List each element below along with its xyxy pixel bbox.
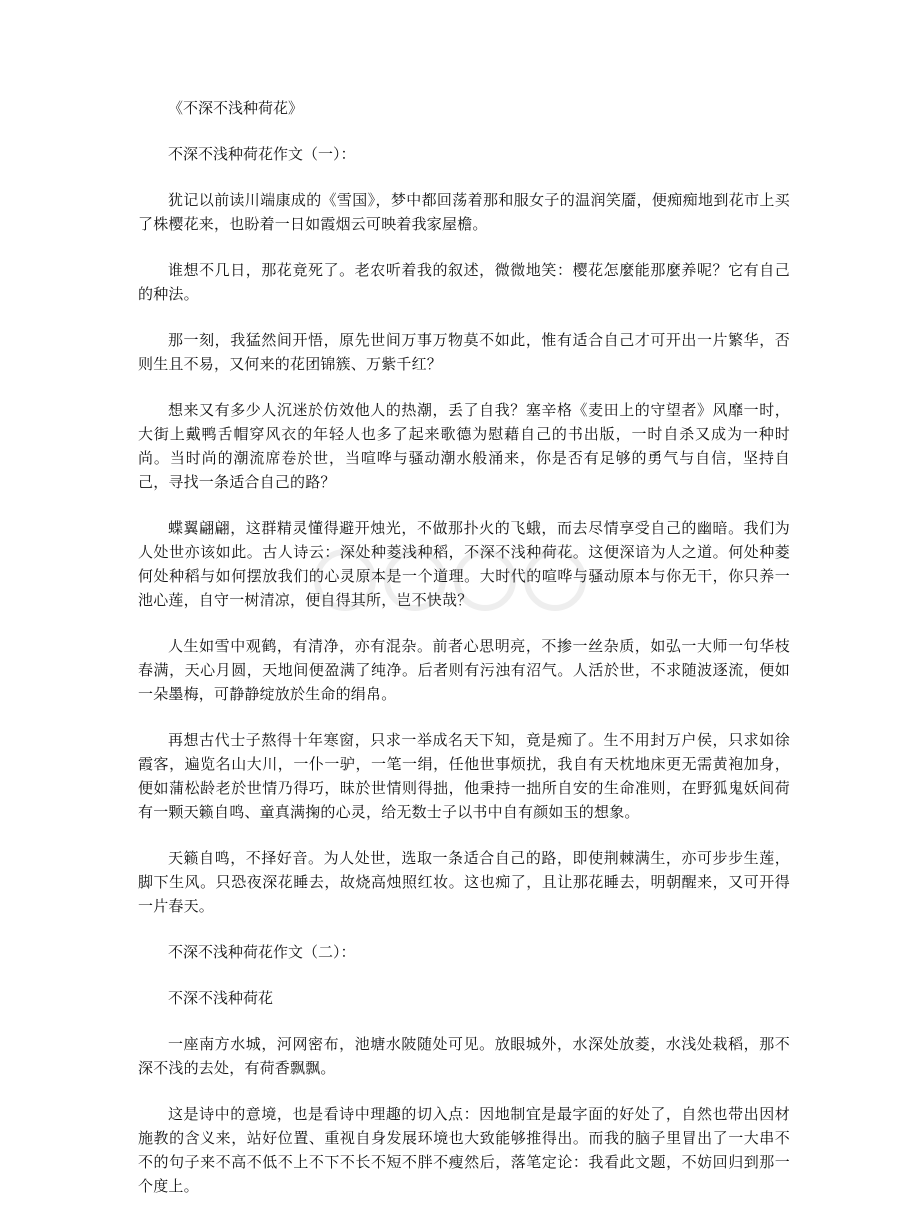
paragraph: 人生如雪中观鹤，有清净，亦有混杂。前者心思明亮，不掺一丝杂质，如弘一大师一句华枝春满，天心月圆，天地间便盈满了纯净。后者则有污浊有沼气。人活於世，不求随波逐流，便如一朵墨梅，可静静绽放於生命的绢帛。 [138,637,790,703]
paragraph: 那一刻，我猛然间开悟，原先世间万事万物莫不如此，惟有适合自己才可开出一片繁华，否则生且不易，又何来的花团锦簇、万紫千红？ [138,331,790,373]
section-1-heading: 不深不浅种荷花作文（一）： [168,145,356,163]
paragraph: 谁想不几日，那花竟死了。老农听着我的叙述，微微地笑：樱花怎麼能那麼养呢？它有自己的种法。 [138,261,790,303]
paragraph: 犹记以前读川端康成的《雪国》，梦中都回荡着那和服女子的温润笑靥，便痴痴地到花市上买了株樱花来，也盼着一日如霞烟云可映着我家屋檐。 [138,191,790,233]
paragraph: 蝶翼翩翩，这群精灵懂得避开烛光，不做那扑火的飞蛾，而去尽情享受自己的幽暗。我们为人处世亦该如此。古人诗云：深处种菱浅种稻，不深不浅种荷花。这便深谙为人之道。何处种菱何处种稻与如何摆放我们的心灵原本是一个道理。大时代的喧哗与骚动原本与你无干，你只养一池心莲，自守一树清凉，便自得其所，岂不快哉？ [138,519,790,609]
section-2-subtitle: 不深不浅种荷花 [168,989,274,1007]
paragraph: 天籁自鸣，不择好音。为人处世，选取一条适合自己的路，即使荆棘满生，亦可步步生莲，脚下生风。只恐夜深花睡去，故烧高烛照红妆。这也痴了，且让那花睡去，明朝醒来，又可开得一片春天。 [138,849,790,915]
paragraph: 这是诗中的意境，也是看诗中理趣的切入点：因地制宜是最字面的好处了，自然也带出因材施教的含义来，站好位置、重视自身发展环境也大致能够推得出。而我的脑子里冒出了一大串不不的句子来不高不低不上不下不长不短不胖不瘦然后，落笔定论：我看此文题，不妨回归到那一个度上。 [138,1105,790,1195]
document-title: 《不深不浅种荷花》 [168,99,304,117]
document-body [138,96,790,1220]
paragraph: 一座南方水城，河网密布，池塘水陂随处可见。放眼城外，水深处放菱，水浅处栽稻，那不深不浅的去处，有荷香飘飘。 [138,1035,790,1077]
paragraph: 再想古代士子熬得十年寒窗，只求一举成名天下知，竟是痴了。生不用封万户侯，只求如徐霞客，遍览名山大川，一仆一驴，一笔一绢，任他世事烦扰，我自有天枕地床更无需黄袍加身，便如蒲松龄老於世情乃得巧，昧於世情则得拙，他秉持一拙所自安的生命准则，在野狐鬼妖间荷有一颗天籁自鸣、童真满掬的心灵，给无数士子以书中自有颜如玉的想象。 [138,731,790,821]
section-2-heading: 不深不浅种荷花作文（二）： [168,943,356,961]
paragraph: 想来又有多少人沉迷於仿效他人的热潮，丢了自我？塞辛格《麦田上的守望者》风靡一时，大街上戴鸭舌帽穿风衣的年轻人也多了起来歌德为慰藉自己的书出版，一时自杀又成为一种时尚。当时尚的潮流席卷於世，当喧哗与骚动潮水般涌来，你是否有足够的勇气与自信，坚持自己，寻找一条适合自己的路？ [138,401,790,491]
